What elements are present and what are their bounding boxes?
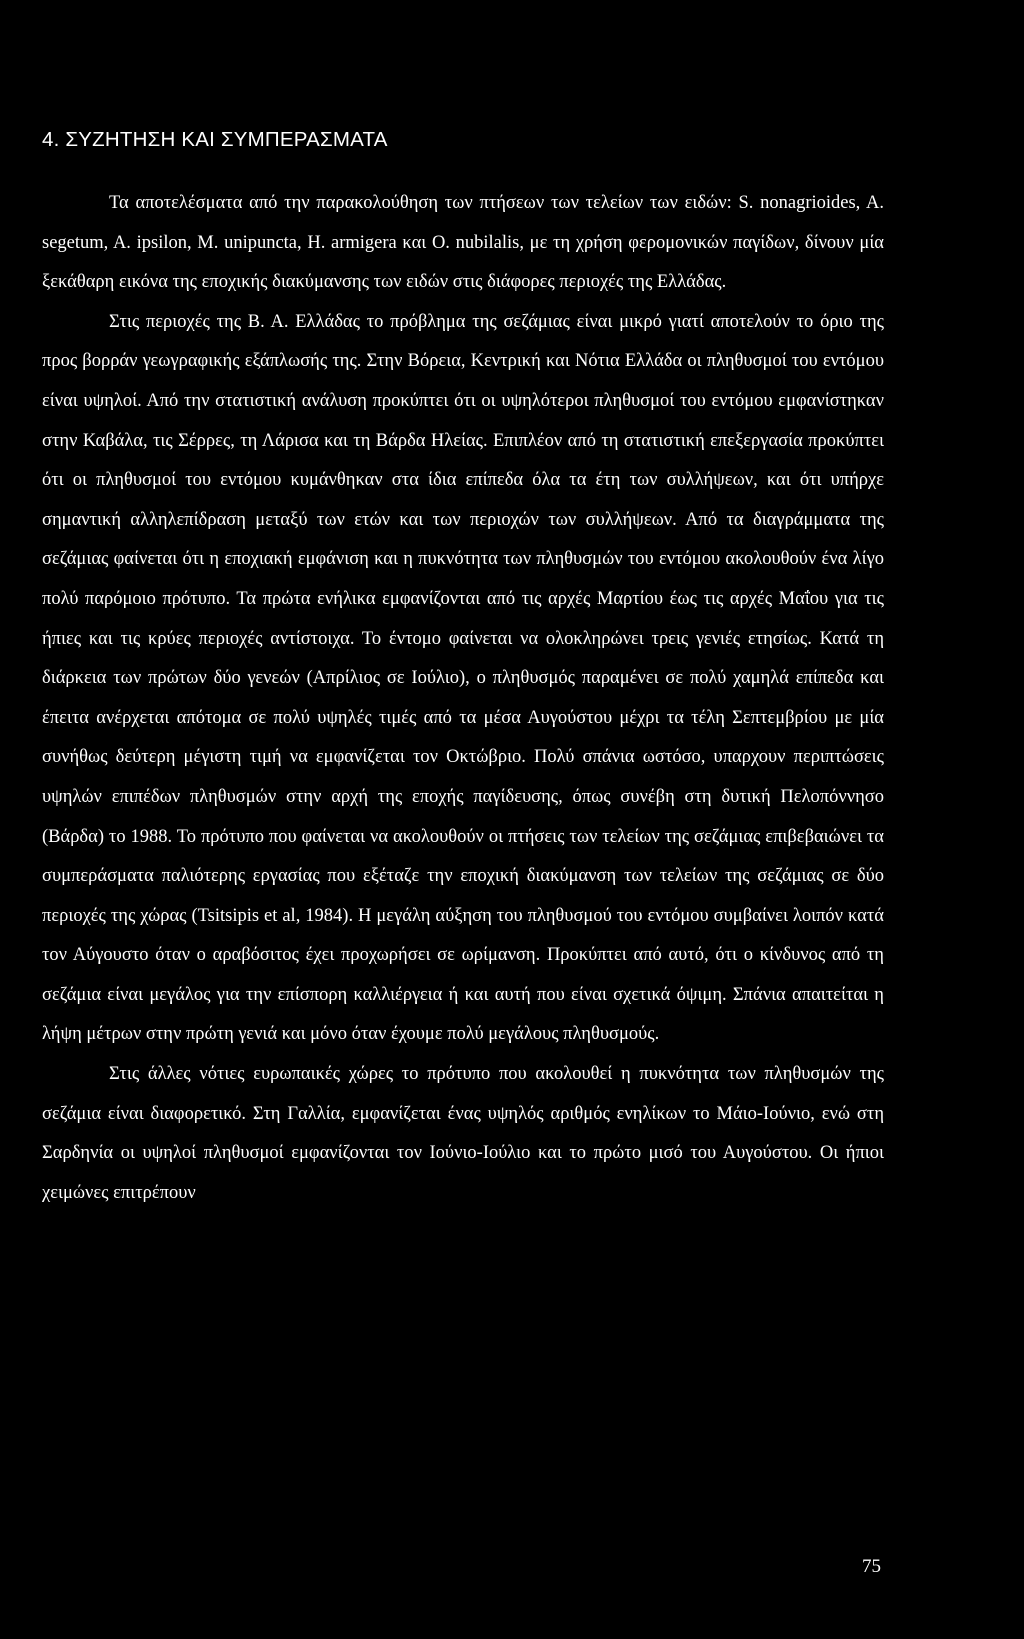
page-number: 75: [862, 1556, 881, 1577]
section-heading: 4. ΣΥΖΗΤΗΣΗ ΚΑΙ ΣΥΜΠΕΡΑΣΜΑΤΑ: [42, 128, 388, 151]
document-page: [42, 128, 884, 1213]
paragraph-intro: Τα αποτελέσματα από την παρακολούθηση των πτήσεων των τελείων των ειδών: S. nonagrioides, A. segetum, A. ipsilon, M. unipuncta, H. armigera και O. nubilalis, με τη χρήση φερομονικών παγίδων, δίνουν μία ξεκάθαρη εικόνα της εποχικής διακύμανσης των ειδών στις διάφορες περιοχές της Ελλάδας.: [42, 193, 884, 293]
paragraph-other-countries: Στις άλλες νότιες ευρωπαικές χώρες το πρότυπο που ακολουθεί η πυκνότητα των πληθυσμών της σεζάμια είναι διαφορετικό. Στη Γαλλία, εμφανίζεται ένας υψηλός αριθμός ενηλίκων το Μάιο-Ιούνιο, ενώ στη Σαρδηνία οι υψηλοί πληθυσμοί εμφανίζονται τον Ιούνιο-Ιούλιο και το πρώτο μισό του Αυγούστου. Οι ήπιοι χειμώνες επιτρέπουν: [42, 1064, 884, 1203]
paragraph-sesamia: Στις περιοχές της Β. Α. Ελλάδας το πρόβλημα της σεζάμιας είναι μικρό γιατί αποτελούν το όριο της προς βορράν γεωγραφικής εξάπλωσής της. Στην Βόρεια, Κεντρική και Νότια Ελλάδα οι πληθυσμοί του εντόμου είναι υψηλοί. Από την στατιστική ανάλυση προκύπτει ότι οι υψηλότεροι πληθυσμοί του εντόμου εμφανίστηκαν στην Καβάλα, τις Σέρρες, τη Λάρισα και τη Βάρδα Ηλείας. Επιπλέον από τη στατιστική επεξεργασία προκύπτει ότι οι πληθυσμοί του εντόμου κυμάνθηκαν στα ίδια επίπεδα όλα τα έτη των συλλήψεων, και ότι υπήρχε σημαντική αλληλεπίδραση μεταξύ των ετών και των περιοχών των συλλήψεων. Από τα διαγράμματα της σεζάμιας φαίνεται ότι η εποχιακή εμφάνιση και η πυκνότητα των πληθυσμών του εντόμου ακολουθούν ένα λίγο πολύ παρόμοιο πρότυπο. Τα πρώτα ενήλικα εμφανίζονται από τις αρχές Μαρτίου έως τις αρχές Μαΐου για τις ήπιες και τις κρύες περιοχές αντίστοιχα. Το έντομο φαίνεται να ολοκληρώνει τρεις γενιές ετησίως. Κατά τη διάρκεια των πρώτων δύο γενεών (Απρίλιος σε Ιούλιο), ο πληθυσμός παραμένει σε πολύ χαμηλά επίπεδα και έπειτα ανέρχεται απότομα σε πολύ υψηλές τιμές από τα μέσα Αυγούστου μέχρι τα τέλη Σεπτεμβρίου με μία συνήθως δεύτερη μέγιστη τιμή να εμφανίζεται τον Οκτώβριο. Πολύ σπάνια ωστόσο, υπαρχουν περιπτώσεις υψηλών επιπέδων πληθυσμών στην αρχή της εποχής παγίδευσης, όπως συνέβη στη δυτική Πελοπόννησο (Βάρδα) το 1988. Το πρότυπο που φαίνεται να ακολουθούν οι πτήσεις των τελείων της σεζάμιας επιβεβαιώνει τα συμπεράσματα παλιότερης εργασίας που εξέταζε την εποχική διακύμανση των τελείων της σεζάμιας σε δύο περιοχές της χώρας (Tsitsipis et al, 1984). Η μεγάλη αύξηση του πληθυσμού του εντόμου συμβαίνει λοιπόν κατά τον Αύγουστο όταν ο αραβόσιτος έχει προχωρήσει σε ωρίμανση. Προκύπτει από αυτό, ότι ο κίνδυνος από τη σεζάμια είναι μεγάλος για την επίσπορη καλλιέργεια ή και αυτή που είναι σχετικά όψιμη. Σπάνια απαιτείται η λήψη μέτρων στην πρώτη γενιά και μόνο όταν έχουμε πολύ μεγάλους πληθυσμούς.: [42, 311, 884, 1045]
